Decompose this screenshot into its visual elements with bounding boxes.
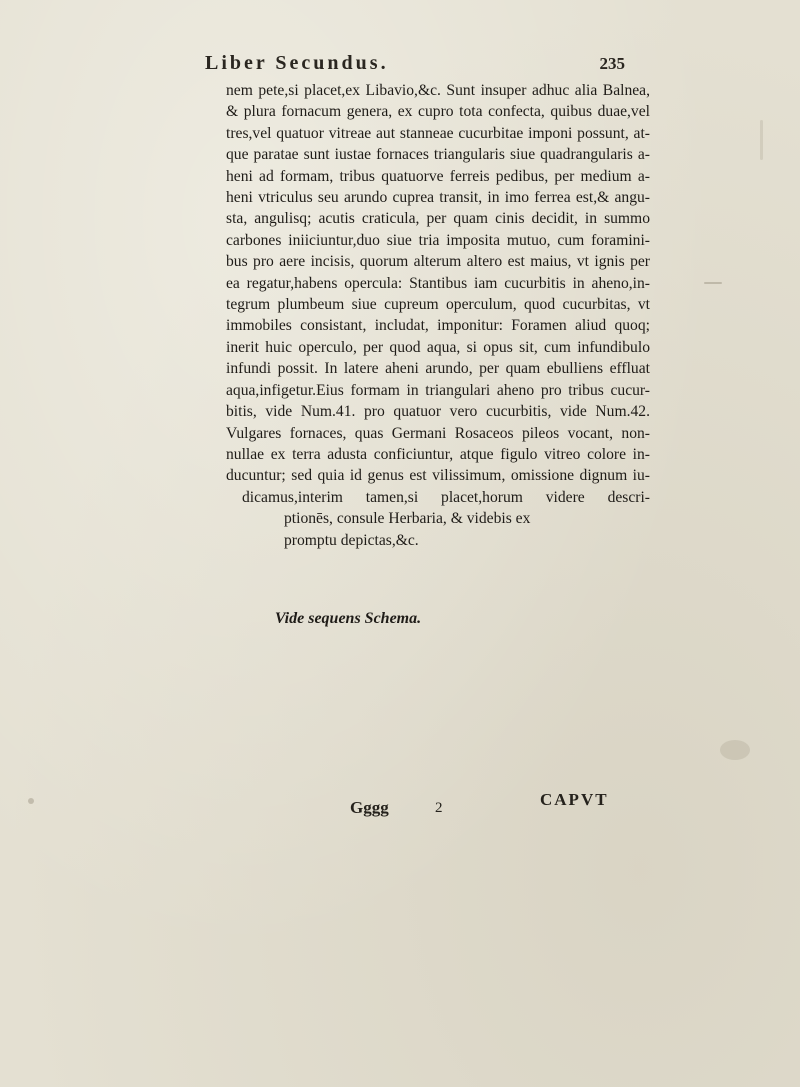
text-line: sta, angulisq; acutis craticula, per quam cinis decidit, in summo [226,210,650,228]
text-line: heni vtriculus seu arundo cuprea transit, in imo ferrea est,& angu- [226,189,650,207]
ink-blemish [28,798,34,804]
text-line: Vulgares fornaces, quas Germani Rosaceos pileos vocant, non- [226,424,650,442]
text-line: dicamus,interim tamen,si placet,horum videre descri- [242,488,650,506]
text-line: tegrum plumbeum siue cupreum operculum, quod cucurbitas, vt [226,296,650,314]
text-line: tres,vel quatuor vitreae aut stanneae cucurbitae imponi possunt, at- [226,124,650,142]
body-text [226,80,650,551]
text-line: ea regatur,habens opercula: Stantibus iam cucurbitis in aheno,in- [226,274,650,292]
figure-caption: Vide sequens Schema. [274,610,422,627]
text-line: inerit huic operculo, per quod aqua, si opus sit, cum infundibulo [226,338,650,356]
text-line: ducuntur; sed quia id genus est vilissimum, omissione dignum iu- [226,467,650,485]
text-line: ptionēs, consule Herbaria, & videbis ex [284,510,531,528]
text-line: promptu depictas,&c. [284,531,419,549]
catchword: CAPVT [540,790,609,809]
ink-blemish [720,740,750,760]
page-number: 235 [599,54,625,73]
text-line: nullae ex terra adusta conficiuntur, atque figulo vitreo colore in- [226,445,650,463]
text-line: carbones iniiciuntur,duo siue tria imposita mutuo, cum foramini- [226,231,650,249]
text-line: bitis, vide Num.41. pro quatuor vero cucurbitis, vide Num.42. [226,403,650,421]
text-line: que paratae sunt iustae fornaces triangularis siue quadrangularis a- [226,146,650,164]
text-line: nem pete,si placet,ex Libavio,&c. Sunt insuper adhuc alia Balnea, [226,82,650,99]
running-head [205,52,625,82]
signature-number: 2 [435,800,443,816]
text-line: & plura fornacum genera, ex cupro tota confecta, quibus duae,vel [226,103,650,121]
text-line: heni ad formam, tribus quatuorve ferreis pedibus, per medium a- [226,167,650,185]
running-head-title: Liber Secundus. [205,52,389,74]
ink-blemish [704,282,722,284]
text-line: immobiles consistant, includat, imponitur: Foramen aliud quoq; [226,317,650,335]
signature-mark: Gggg [350,798,389,817]
text-line: bus pro aere incisis, quorum alterum altero est maius, vt ignis per [226,253,650,271]
text-line: aqua,infigetur.Eius formam in triangulari aheno pro tribus cucur- [226,381,650,399]
text-line: infundi possit. In latere aheni arundo, per quam ebulliens effluat [226,360,650,378]
ink-blemish [760,120,763,160]
